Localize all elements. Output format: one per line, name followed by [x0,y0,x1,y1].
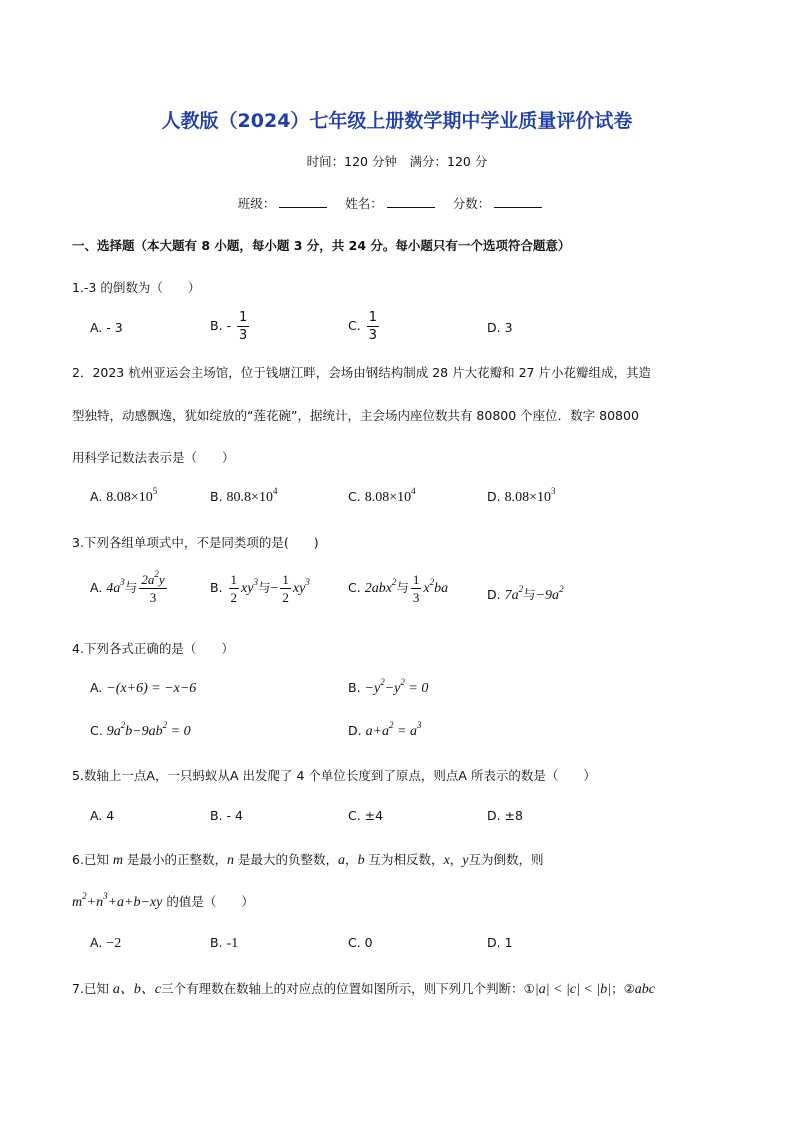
q2-option-a: A. $8.08\times 10^5$ [90,486,158,505]
q2-line-1: 2．2023 杭州亚运会主场馆，位于钱塘江畔，会场由钢结构制成 28 片大花瓣和 27 片小花瓣组成，其造 [72,365,651,380]
section-heading: 一、选择题（本大题有 8 小题，每小题 3 分，共 24 分。每小题只有一个选项符合题意） [72,238,571,253]
q1-c-fraction: $\frac{1}{3}$ [368,310,377,343]
score-blank[interactable] [494,195,542,208]
q2-option-d: D. $8.08\times 10^3$ [487,486,556,505]
name-blank[interactable] [387,195,435,208]
q1-option-d: D. 3 [487,320,513,335]
q7-line-1: 7.已知 a、b、c三个有理数在数轴上的对应点的位置如图所示，则下列几个判断：①|a| < |c| < |b|；②abc [72,981,655,997]
q4-stem: 4.下列各式正确的是（ ） [72,641,234,656]
class-label: 班级： [237,196,276,211]
q6-line-2: $m^2+n^3+a+b-xy$ 的值是（ ） [72,891,254,910]
exam-time-info: 时间：120 分钟 满分：120 分 [306,154,488,169]
q6-option-b: B. -1 [210,935,239,951]
student-info-row [0,194,794,212]
page-title: 人教版（2024）七年级上册数学期中学业质量评价试卷 [161,110,633,132]
q1-option-a: A. - 3 [90,320,123,335]
q1-b-fraction: $\frac{1}{3}$ [239,310,248,343]
q5-option-b: B. - 4 [210,808,243,823]
q4-option-b: B. $-y^2-y^2 = 0$ [348,677,429,696]
q3-option-c: C. 2abx$^2$与 $\frac{1}{3}$ $x^2ba$ [348,572,449,605]
q2-option-c: C. $8.08\times 10^4$ [348,486,416,505]
q2-line-2: 型独特，动感飘逸，犹如绽放的“莲花碗”，据统计，主会场内座位数共有 80800 个座位．数字 80800 [72,408,639,423]
q1-stem: 1.-3 的倒数为（ ） [72,280,201,295]
name-label: 姓名： [345,196,383,211]
q3-option-b: B. $\frac{1}{2}$ $xy^3$与− $\frac{1}{2}$ $xy^3$ [210,572,310,605]
q6-option-c: C. 0 [348,935,373,950]
q6-option-d: D. 1 [487,935,513,950]
q4-option-c: C. $9a^2b-9ab^2 = 0$ [90,720,191,739]
q3-stem: 3.下列各组单项式中，不是同类项的是( ) [72,535,319,550]
q6-option-a: A. −2 [90,935,122,951]
q5-stem: 5.数轴上一点A，一只蚂蚁从A 出发爬了 4 个单位长度到了原点，则点A 所表示的数是（ ） [72,768,596,783]
q5-option-d: D. ±8 [487,808,523,823]
q5-option-c: C. ±4 [348,808,384,823]
q1-option-c: C. $\frac{1}{3}$ [348,310,377,343]
q1-option-b: B. - $\frac{1}{3}$ [210,310,248,343]
q6-line-1: 6.已知 m 是最小的正整数，n 是最大的负整数，a，b 互为相反数，x，y互为倒数，则 [72,852,544,868]
q4-option-d: D. $a+a^2 = a^3$ [348,720,422,739]
q2-line-3: 用科学记数法表示是（ ） [72,450,235,465]
q2-option-b: B. $80.8\times 10^4$ [210,486,278,505]
score-label: 分数： [452,196,491,211]
q4-option-a: A. −(x+6) = −x−6 [90,680,197,696]
class-blank[interactable] [279,195,327,208]
q5-option-a: A. 4 [90,808,115,823]
q3-option-d: D. $7a^2$与$-9a^2$ [487,584,564,603]
q3-option-a: A. $4a^3$与 $\frac{2a^2y}{3}$ [90,569,165,605]
